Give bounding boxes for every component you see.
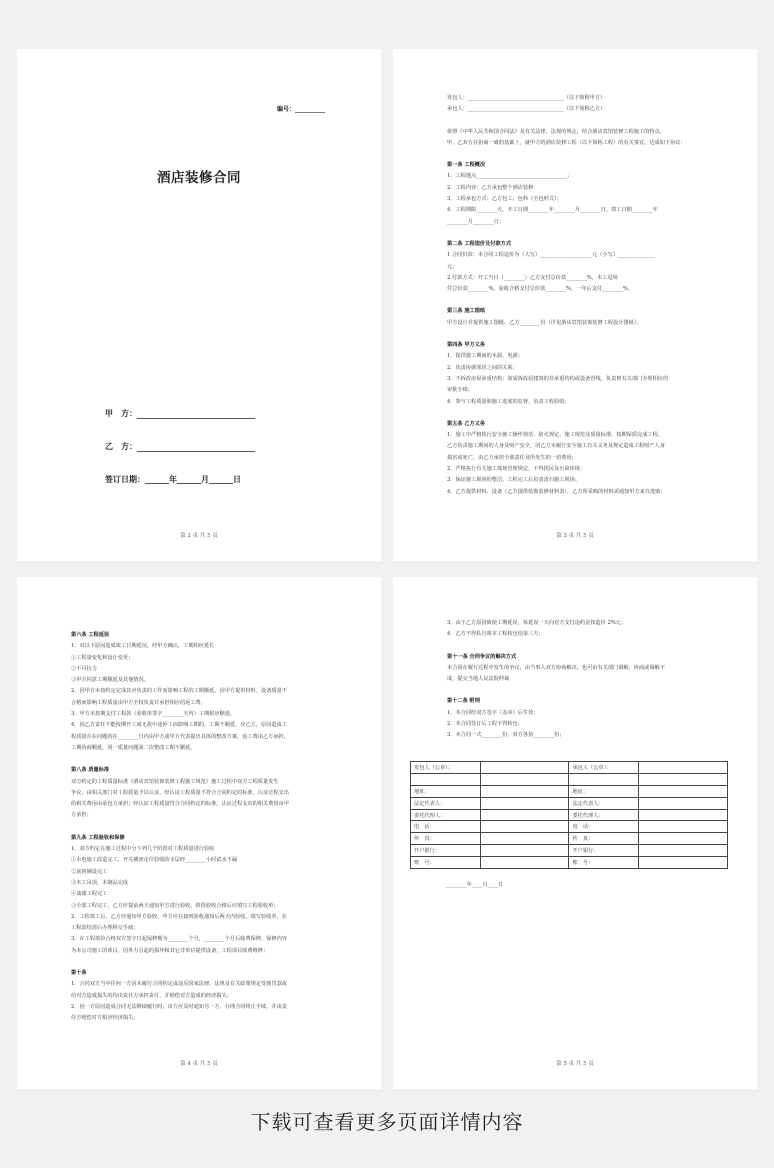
table-cell bbox=[480, 785, 569, 797]
body-line: 3．工程承包方式：乙方包工、包料（全包形式）； bbox=[447, 196, 562, 203]
body-line: 4．因乙方责任不能按期开工或无故中途停工而影响工期的，工期不顺延，应乙方，原因造成工 bbox=[71, 722, 287, 729]
table-cell bbox=[639, 773, 728, 785]
body-line: ①水电施工改造完工，开关插座定位验收防水层经________小时试水不漏 bbox=[71, 857, 238, 864]
table-cell: 法定代表人： bbox=[569, 797, 639, 809]
page-footer: 第 3 页 共 5 页 bbox=[556, 533, 594, 539]
body-line: 1．提供施工期间的水源、电源； bbox=[447, 353, 523, 360]
table-cell: 委托代理人： bbox=[569, 809, 639, 821]
table-cell bbox=[569, 773, 639, 785]
party-a-signature bbox=[105, 408, 255, 419]
table-cell: 电 话： bbox=[411, 821, 481, 833]
serial-blank: __________ bbox=[295, 106, 325, 113]
body-line: ①工程量变化和设计变更； bbox=[71, 654, 134, 661]
table-cell bbox=[411, 773, 481, 785]
table-cell bbox=[639, 845, 728, 857]
table-cell: 承包人（公章）： bbox=[569, 762, 639, 774]
table-cell bbox=[480, 857, 569, 869]
body-line: 承包人：_____________________________________（以下简称乙方） bbox=[447, 106, 606, 113]
contract-title: 酒店装修合同 bbox=[157, 170, 241, 186]
body-line: 程质量存在问题的在________日内由甲方或甲方代表提出具体的整改方案，返工费由乙方承担， bbox=[71, 733, 289, 740]
page-footer: 第 4 页 共 5 页 bbox=[180, 1061, 218, 1067]
section-heading: 第六条 工程延误 bbox=[71, 632, 110, 638]
section-heading: 第十二条 附则 bbox=[447, 698, 480, 705]
body-line: 依照《中华人民共和国合同法》及有关法律、法规的规定，结合酒店宾馆装修工程施工的特点， bbox=[447, 128, 665, 135]
section-heading: 第十条 bbox=[71, 970, 87, 977]
body-line: 工程款结清后办理移交手续； bbox=[71, 925, 139, 932]
section-heading: 第一条 工程概况 bbox=[447, 162, 486, 169]
body-line: 1．工程地点___________________________________； bbox=[447, 173, 573, 180]
table-cell bbox=[480, 797, 569, 809]
party-b-line bbox=[137, 444, 255, 452]
body-line: 给对方造成损失的均由责任方承担责任，并赔偿对方造成的经济损失； bbox=[71, 992, 232, 999]
table-cell: 发包人（公章）： bbox=[411, 762, 481, 774]
body-line: 付总价款________%，验收合格支付总价款________%，一年后支付________%。 bbox=[447, 286, 633, 293]
table-cell bbox=[639, 833, 728, 845]
table-cell bbox=[480, 762, 569, 774]
table-cell: 开户银行： bbox=[569, 845, 639, 857]
body-line: 损害或死亡，由乙方承担全部责任及所发生的一切费用； bbox=[447, 454, 577, 461]
table-cell bbox=[639, 762, 728, 774]
body-line: 2 付款方式：开工当日（________）乙方支付总价款________%，木工进场 bbox=[447, 274, 618, 281]
table-cell bbox=[639, 785, 728, 797]
table-cell: 地址： bbox=[569, 785, 639, 797]
table-row bbox=[411, 762, 728, 774]
table-cell bbox=[480, 773, 569, 785]
body-line: 双方约定的工程质量标准《酒店宾馆装饰装修工程施工规范》施工过程中双方工程质量发生 bbox=[71, 778, 279, 785]
serial-label: 编号： bbox=[276, 106, 295, 113]
body-line: 4．参与工程质量和施工进度的监督，负责工程验收； bbox=[447, 398, 570, 405]
body-line: 1．施工中严格执行安全施工操作规范、防火规定、施工规范及质量标准，按期保质完成工程。 bbox=[447, 432, 663, 439]
body-line: 2．严格执行有关施工现场管理规定，不得扰民及污染环境； bbox=[447, 466, 586, 473]
body-line: 3．在工程竣验合格双方签字日起保修期为________个月，________个月后收费保修，保修内容 bbox=[71, 936, 287, 943]
body-line: 1．合同双方当中任何一方因未履行合同约定或违反国家法律，法规及有关政策规定受到罚款或 bbox=[71, 981, 287, 988]
table-cell: 账 号： bbox=[411, 857, 481, 869]
body-line: 4．工程期限________天，开工日期________年________月________日，竣工日期________年 bbox=[447, 207, 658, 214]
cover-page bbox=[17, 49, 381, 561]
section-heading: 第三条 施工图纸 bbox=[447, 308, 486, 315]
body-line: 元； bbox=[447, 263, 458, 270]
table-row bbox=[411, 785, 728, 797]
page-body bbox=[71, 630, 351, 1025]
body-line: ②底砖铺设完工 bbox=[71, 868, 108, 875]
table-cell: 地址： bbox=[411, 785, 481, 797]
body-line: 本合同在履行过程中发生的争议，由当事人双方协商解决，也可由有关部门调解，协商或调解不 bbox=[447, 664, 665, 671]
table-cell: 法定代表人： bbox=[411, 797, 481, 809]
body-line: 发包人：_____________________________________（以下简称甲方） bbox=[447, 95, 606, 101]
paragraph-gap bbox=[447, 641, 727, 652]
page-body bbox=[447, 93, 727, 498]
body-line: 工期协商顺延，同一质量问题第二次整改工期不顺延。 bbox=[71, 744, 196, 751]
page-footer: 第 5 页 共 5 页 bbox=[556, 1061, 594, 1067]
paragraph-gap bbox=[447, 685, 727, 696]
body-line: ④油漆工程完工 bbox=[71, 891, 108, 898]
contract-page-3 bbox=[393, 49, 757, 561]
body-line: ③全部工程完工，乙方应提前两天通知甲方进行验收，阶段验收合格后应填写工程验收单； bbox=[71, 902, 279, 909]
paragraph-gap bbox=[447, 116, 727, 127]
party-info-table bbox=[410, 761, 728, 869]
body-line: 甲、乙双方在协商一致的基础上，就甲方的酒店装修工程（以下简称工程）的有关事宜，达成如下协议： bbox=[447, 139, 686, 146]
signing-date: 签订日期：______年______月______日 bbox=[105, 474, 241, 484]
body-line: ②不可抗力 bbox=[71, 665, 97, 672]
body-line: 3．本合同一式________份，双方各执________份； bbox=[447, 732, 565, 739]
table-row bbox=[411, 773, 728, 785]
party-a-line bbox=[137, 411, 255, 419]
body-line: 1．双方约定在施工过程中分下列几个阶段对工程质量进行验收 bbox=[71, 846, 215, 853]
paragraph-gap bbox=[447, 149, 727, 160]
page-body bbox=[447, 618, 727, 742]
table-row bbox=[411, 821, 728, 833]
section-heading: 第四条 甲方义务 bbox=[447, 342, 486, 349]
body-line: 任方赔偿对方相应经济损失； bbox=[71, 1015, 139, 1022]
body-line: 3．甲方未按期支付工程款（验收单签字________天内）工期相应顺延。 bbox=[71, 711, 236, 718]
section-heading: 第九条 工程验收和保修 bbox=[71, 834, 125, 841]
table-cell: 传 真： bbox=[411, 833, 481, 845]
paragraph-gap bbox=[71, 822, 351, 833]
body-line: 的相关费用由承包方承担；经认证工程质量符合合同约定的标准，认证过程支出的相关费用由甲 bbox=[71, 801, 289, 808]
body-line: 合格而影响工程质量由甲方全权负责并承担相应的返工费。 bbox=[71, 699, 206, 706]
table-cell bbox=[480, 809, 569, 821]
table-cell bbox=[639, 809, 728, 821]
body-line: 争议，由相关部门对工程质量予以认证，经认证工程质量不符合合同约定的标准，认证过程支出 bbox=[71, 789, 289, 796]
contract-page-4 bbox=[17, 577, 381, 1089]
table-row bbox=[411, 797, 728, 809]
body-line: 2．本合同签订后工程不得转包； bbox=[447, 721, 523, 728]
body-line: 2．因一方原因造成合同无法继续履行时，该方应及时通知另一方，办理合同终止手续，并由责 bbox=[71, 1003, 287, 1010]
body-line: ③甲方同意工期顺延及其他情况。 bbox=[71, 677, 149, 684]
table-cell: 传 真： bbox=[569, 833, 639, 845]
table-cell bbox=[480, 833, 569, 845]
body-line: 1 合同价款：本合同工程造价为（大写）____________________元（小写）______________ bbox=[447, 252, 655, 259]
paragraph-gap bbox=[71, 957, 351, 968]
body-line: ③木工吊顶，木制品完成 bbox=[71, 879, 129, 886]
table-row bbox=[411, 845, 728, 857]
body-line: 2．工程内容：乙方承包整个酒店装修 bbox=[447, 184, 534, 191]
section-heading: 第十一条 合同争议的解决方式 bbox=[447, 653, 517, 660]
paragraph-gap bbox=[447, 408, 727, 419]
body-line: 2．负责协调邻居之间的关系； bbox=[447, 364, 518, 371]
body-line: 3．由于乙方原因致使工期延误，每延误一天向对方支付违约金按造价 2%元； bbox=[447, 620, 627, 626]
download-caption[interactable]: 下载可查看更多页面详情内容 bbox=[250, 1110, 524, 1134]
body-line: 成，提交当地人民法院仲裁 bbox=[447, 676, 510, 683]
section-heading: 第八条 质量标准 bbox=[71, 767, 110, 774]
table-row bbox=[411, 857, 728, 869]
party-b-signature bbox=[105, 441, 255, 452]
body-line: 2．工程竣工后，乙方应通知甲方验收，甲方应在接到验收通知后两天内验收，填写验收单，在 bbox=[71, 913, 287, 920]
paragraph-gap bbox=[447, 228, 727, 239]
party-a-label: 甲 方： bbox=[105, 408, 137, 418]
table-row bbox=[411, 809, 728, 821]
body-line: 审批手续； bbox=[447, 387, 473, 394]
table-cell: 账 号： bbox=[569, 857, 639, 869]
party-b-label: 乙 方： bbox=[105, 441, 137, 451]
page-footer: 第 2 页 共 5 页 bbox=[180, 533, 218, 539]
paragraph-gap bbox=[71, 754, 351, 765]
body-line: 3．保证施工现场的整洁，工程完工后负责清扫施工现场； bbox=[447, 477, 580, 484]
body-line: ________月________日； bbox=[447, 218, 505, 225]
body-line: 4．乙方不得私自将本工程转包给第三方； bbox=[447, 631, 544, 638]
table-cell bbox=[639, 797, 728, 809]
body-line: 2．因甲方未按约定完成其应负责的工作而影响工程的工期顺延，因甲方提供材料、设备质量不 bbox=[71, 688, 287, 695]
table-cell bbox=[480, 845, 569, 857]
serial-number-field bbox=[277, 104, 325, 113]
table-cell bbox=[639, 857, 728, 869]
table-cell bbox=[480, 821, 569, 833]
paragraph-gap bbox=[447, 329, 727, 340]
paragraph-gap bbox=[447, 295, 727, 306]
table-cell bbox=[639, 821, 728, 833]
body-line: 4．乙方提供材料、设备（乙方提供装饰装修材料表），乙方所采购的材料需通知甲方来自选购； bbox=[447, 488, 666, 495]
section-heading: 第五条 乙方义务 bbox=[447, 420, 486, 427]
body-line: 3．不拆改房屋承重结构；如需拆改原建筑的非承重结构或设备管线，负责到有关部门办理相应的 bbox=[447, 375, 669, 382]
contract-page-5 bbox=[393, 577, 757, 1089]
body-line: 方承担； bbox=[71, 812, 92, 819]
body-line: 1．对以下原因造成竣工日期延误，经甲方确认，工期相应延长 bbox=[71, 643, 215, 650]
body-line: 乙方负责施工期间的人身及财产安全，因乙方未履行安全施工有关义务及规定造成工程财产人身 bbox=[447, 443, 665, 450]
signing-date: ________年____月____日 bbox=[446, 882, 504, 888]
body-line: 甲方设计并提供施工图纸，乙方________份（详见酒店宾馆装饰装修工程设计图纸）。 bbox=[447, 319, 642, 326]
body-line: 1．本合同经双方签字（盖章）后生效； bbox=[447, 709, 539, 716]
table-cell: 电 话： bbox=[569, 821, 639, 833]
section-heading: 第二条 工程造价及付款方式 bbox=[447, 240, 512, 247]
table-cell: 委托代理人： bbox=[411, 809, 481, 821]
table-row bbox=[411, 833, 728, 845]
body-line: 为本公司施工的项目，因外力引起的损坏和其它非单位提供设备，工程项目收费维修； bbox=[71, 947, 269, 954]
table-cell: 开户银行： bbox=[411, 845, 481, 857]
